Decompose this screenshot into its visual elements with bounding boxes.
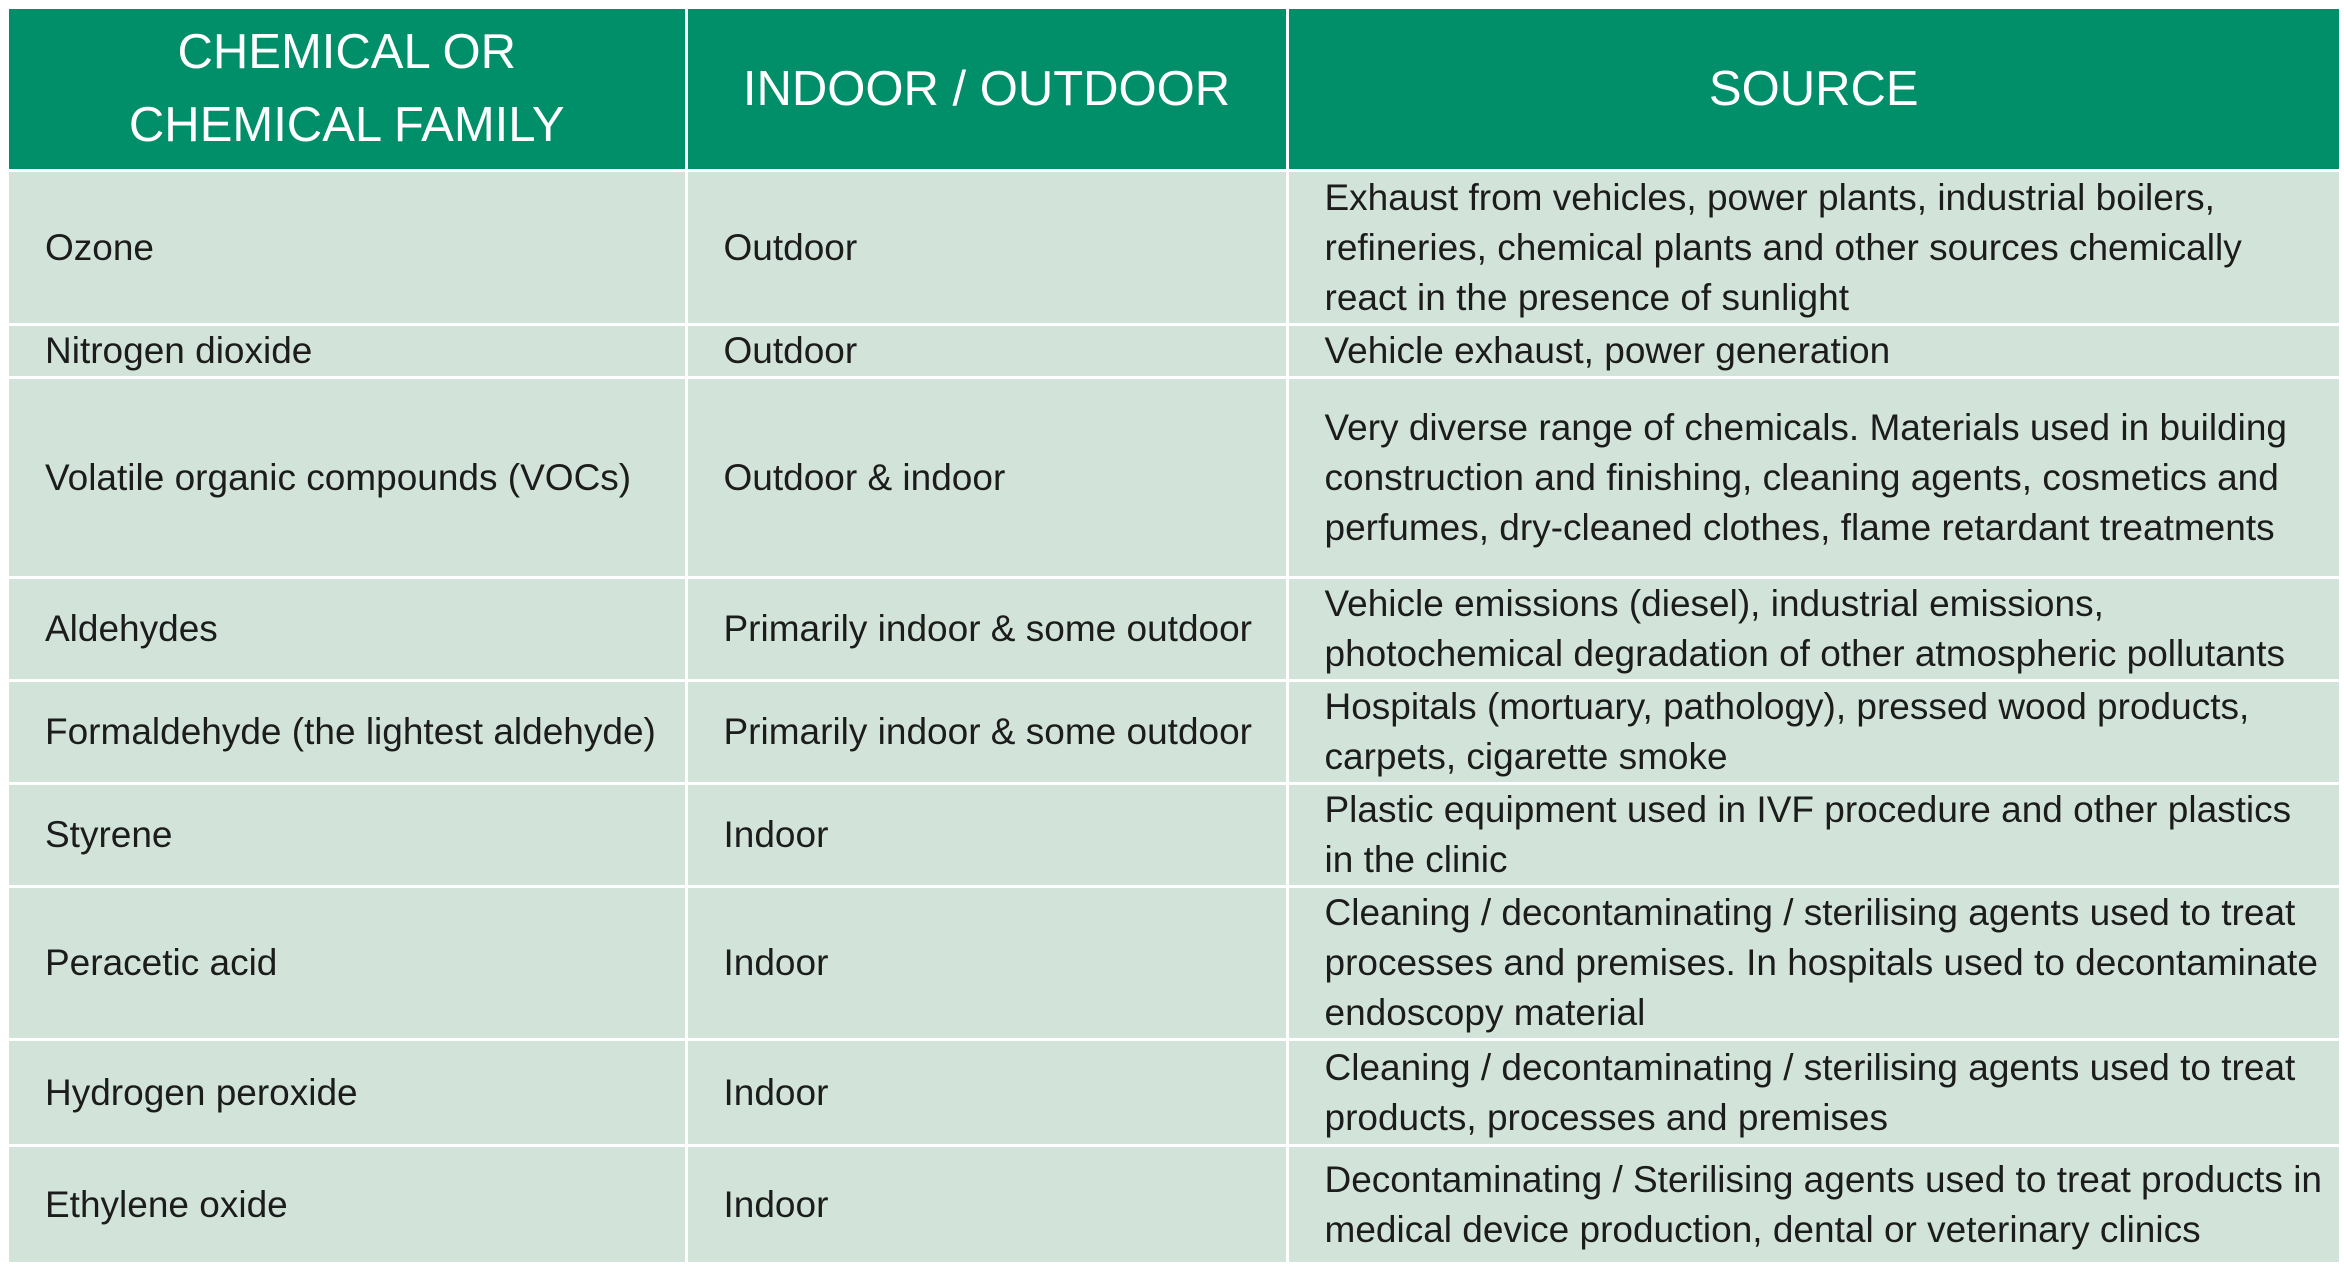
chemical-sources-table: [9, 9, 2339, 1265]
cell-source: Plastic equipment used in IVF procedure and other plastics in the clinic: [1287, 784, 2339, 887]
header-indoor-outdoor: INDOOR / OUTDOOR: [686, 9, 1287, 171]
header-row: [9, 9, 2339, 171]
cell-chemical: Hydrogen peroxide: [9, 1040, 686, 1146]
cell-location: Primarily indoor & some outdoor: [686, 681, 1287, 784]
cell-source: Exhaust from vehicles, power plants, industrial boilers, refineries, chemical plants and other sources chemically react in the presence of sunlight: [1287, 171, 2339, 325]
cell-source: Vehicle exhaust, power generation: [1287, 325, 2339, 378]
cell-chemical: Formaldehyde (the lightest aldehyde): [9, 681, 686, 784]
cell-source: Cleaning / decontaminating / sterilising agents used to treat processes and premises. In hospitals used to decontaminate endoscopy material: [1287, 887, 2339, 1040]
cell-location: Indoor: [686, 1040, 1287, 1146]
header-source: SOURCE: [1287, 9, 2339, 171]
chemical-sources-table-wrapper: [9, 9, 2339, 1265]
cell-source: Decontaminating / Sterilising agents used to treat products in medical device production, dental or veterinary clinics: [1287, 1146, 2339, 1264]
cell-chemical: Volatile organic compounds (VOCs): [9, 378, 686, 578]
cell-location: Indoor: [686, 784, 1287, 887]
cell-location: Indoor: [686, 887, 1287, 1040]
table-row: [9, 378, 2339, 578]
cell-chemical: Styrene: [9, 784, 686, 887]
cell-chemical: Ozone: [9, 171, 686, 325]
cell-location: Primarily indoor & some outdoor: [686, 578, 1287, 681]
table-row: [9, 1040, 2339, 1146]
cell-chemical: Nitrogen dioxide: [9, 325, 686, 378]
table-row: [9, 784, 2339, 887]
cell-location: Outdoor: [686, 171, 1287, 325]
table-row: [9, 578, 2339, 681]
cell-chemical: Ethylene oxide: [9, 1146, 686, 1264]
table-row: [9, 171, 2339, 325]
table-header: [9, 9, 2339, 171]
cell-source: Vehicle emissions (diesel), industrial emissions, photochemical degradation of other atmospheric pollutants: [1287, 578, 2339, 681]
cell-location: Indoor: [686, 1146, 1287, 1264]
cell-chemical: Peracetic acid: [9, 887, 686, 1040]
cell-chemical: Aldehydes: [9, 578, 686, 681]
cell-source: Cleaning / decontaminating / sterilising agents used to treat products, processes and premises: [1287, 1040, 2339, 1146]
table-row: [9, 325, 2339, 378]
cell-source: Very diverse range of chemicals. Materials used in building construction and finishing, cleaning agents, cosmetics and perfumes, dry-cleaned clothes, flame retardant treatments: [1287, 378, 2339, 578]
table-row: [9, 681, 2339, 784]
table-row: [9, 887, 2339, 1040]
table-row: [9, 1146, 2339, 1264]
cell-source: Hospitals (mortuary, pathology), pressed wood products, carpets, cigarette smoke: [1287, 681, 2339, 784]
table-body: [9, 171, 2339, 1264]
cell-location: Outdoor & indoor: [686, 378, 1287, 578]
cell-location: Outdoor: [686, 325, 1287, 378]
header-chemical: CHEMICAL OR CHEMICAL FAMILY: [9, 9, 686, 171]
